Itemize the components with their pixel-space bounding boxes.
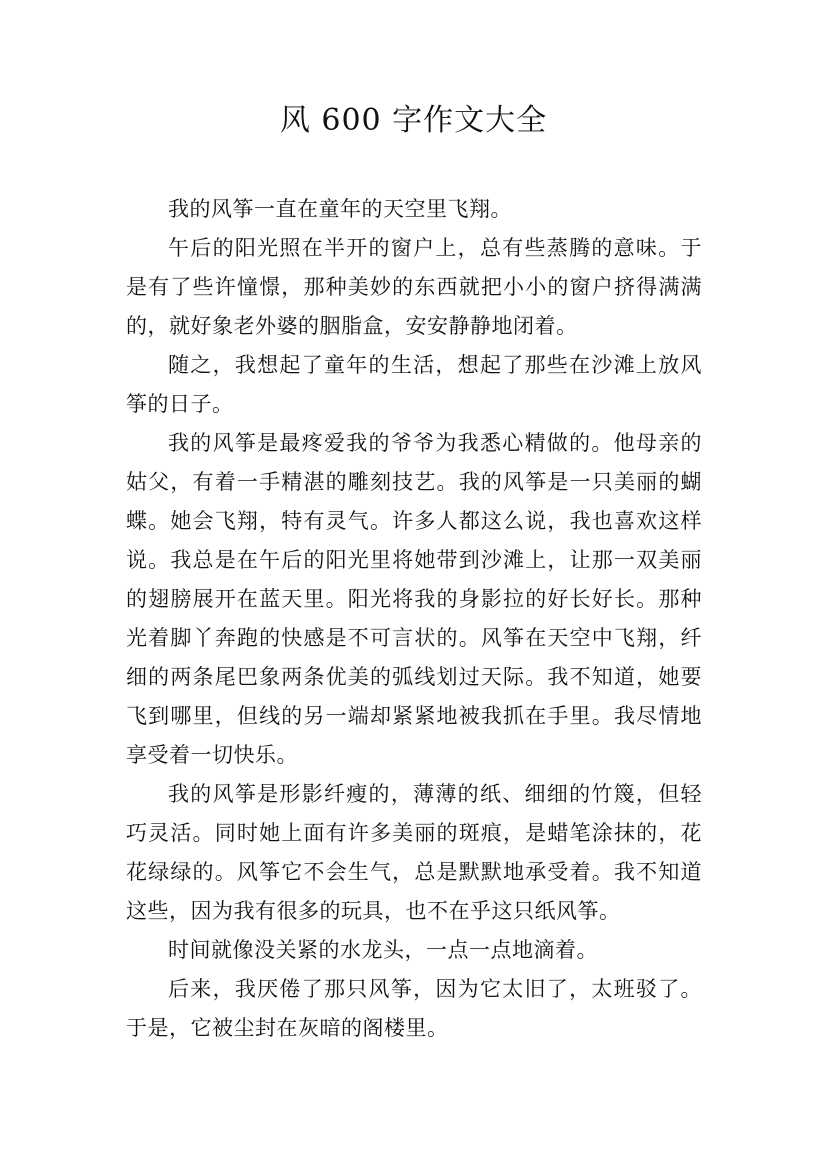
- paragraph: 午后的阳光照在半开的窗户上，总有些蒸腾的意味。于是有了些许憧憬，那种美妙的东西就把小小的窗户挤得满满的，就好象老外婆的胭脂盒，安安静静地闭着。: [126, 236, 702, 338]
- document-title: 风 600 字作文大全: [279, 103, 548, 138]
- paragraph: 时间就像没关紧的水龙头，一点一点地滴着。: [168, 938, 598, 962]
- paragraph: 后来，我厌倦了那只风筝，因为它太旧了，太班驳了。于是，它被尘封在灰暗的阁楼里。: [126, 977, 702, 1040]
- paragraph: 我的风筝是最疼爱我的爷爷为我悉心精做的。他母亲的姑父，有着一手精湛的雕刻技艺。我的风筝是一只美丽的蝴蝶。她会飞翔，特有灵气。许多人都这么说，我也喜欢这样说。我总是在午后的阳光里将她带到沙滩上，让那一双美丽的翅膀展开在蓝天里。阳光将我的身影拉的好长好长。那种光着脚丫奔跑的快感是不可言状的。风筝在天空中飞翔，纤细的两条尾巴象两条优美的弧线划过天际。我不知道，她要飞到哪里，但线的另一端却紧紧地被我抓在手里。我尽情地享受着一切快乐。: [126, 431, 702, 767]
- paragraph: 我的风筝是形影纤瘦的，薄薄的纸、细细的竹篾，但轻巧灵活。同时她上面有许多美丽的斑痕，是蜡笔涂抹的，花花绿绿的。风筝它不会生气，总是默默地承受着。我不知道这些，因为我有很多的玩具，也不在乎这只纸风筝。: [126, 782, 702, 923]
- paragraph: 随之，我想起了童年的生活，想起了那些在沙滩上放风筝的日子。: [126, 353, 702, 416]
- paragraph: 我的风筝一直在童年的天空里飞翔。: [168, 197, 512, 221]
- document-body: [126, 190, 702, 1048]
